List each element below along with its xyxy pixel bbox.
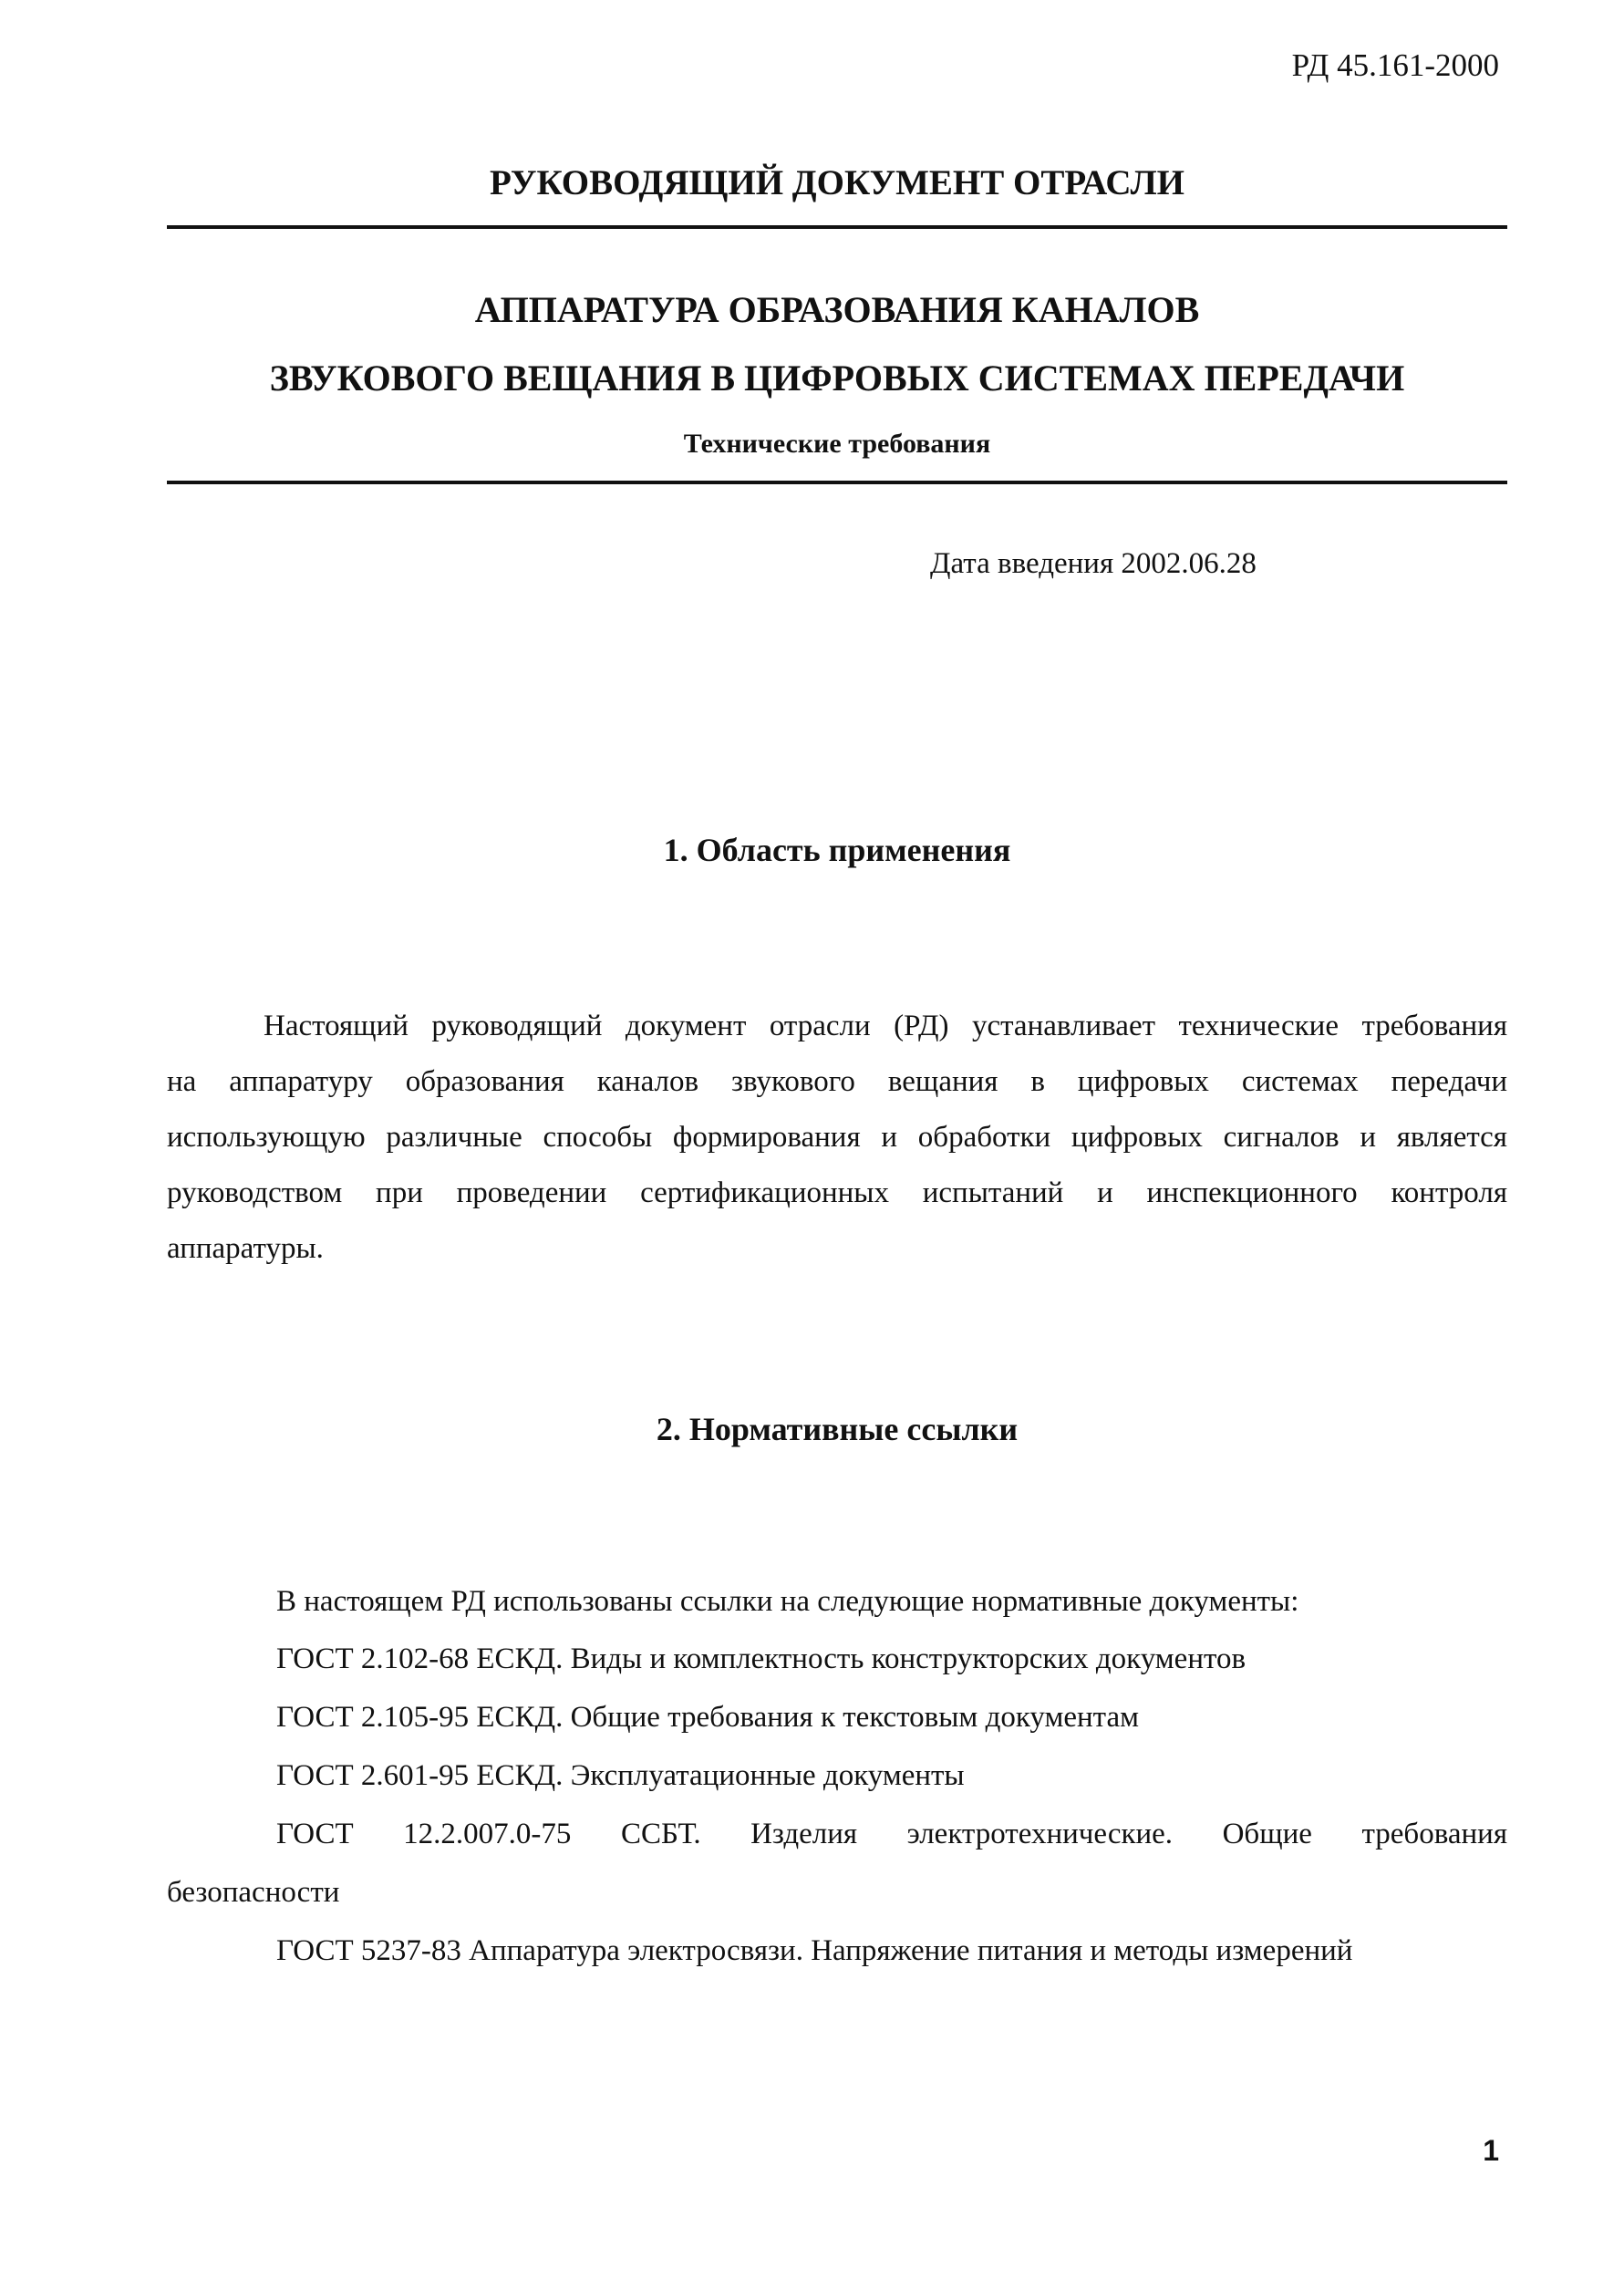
bottom-rule: [167, 481, 1507, 484]
section1-line: Настоящий руководящий документ отрасли (РД) устанавливает технические требования: [264, 1010, 1507, 1042]
references-intro: В настоящем РД использованы ссылки на следующие нормативные документы:: [276, 1585, 1299, 1618]
document-title-line1: АППАРАТУРА ОБРАЗОВАНИЯ КАНАЛОВ: [474, 289, 1200, 330]
section1-heading: 1. Область применения: [663, 832, 1011, 868]
section1-line: на аппаратуру образования каналов звукового вещания в цифровых системах передачи: [167, 1065, 1507, 1098]
reference-item: ГОСТ 12.2.007.0-75 ССБТ. Изделия электротехнические. Общие требования: [276, 1818, 1507, 1850]
section1-line: руководством при проведении сертификационных испытаний и инспекционного контроля: [167, 1176, 1507, 1209]
reference-item: ГОСТ 2.105-95 ЕСКД. Общие требования к текстовым документам: [276, 1701, 1140, 1734]
reference-item: ГОСТ 5237-83 Аппаратура электросвязи. Напряжение питания и методы измерений: [276, 1934, 1353, 1967]
section1-line: аппаратуры.: [167, 1232, 324, 1265]
introduction-date: Дата введения 2002.06.28: [930, 547, 1257, 580]
top-rule: [167, 225, 1507, 229]
document-subtitle: Технические требования: [683, 429, 991, 459]
page-number: 1: [1483, 2134, 1499, 2167]
section1-line: использующую различные способы формирования и обработки цифровых сигналов и является: [167, 1121, 1507, 1154]
document-number: РД 45.161-2000: [1291, 47, 1499, 83]
section1-paragraph: [167, 999, 1507, 1277]
org-title: РУКОВОДЯЩИЙ ДОКУМЕНТ ОТРАСЛИ: [490, 163, 1184, 202]
reference-item: ГОСТ 2.601-95 ЕСКД. Эксплуатационные документы: [276, 1759, 965, 1792]
reference-item: ГОСТ 2.102-68 ЕСКД. Виды и комплектность конструкторских документов: [276, 1642, 1246, 1675]
document-title-line2: ЗВУКОВОГО ВЕЩАНИЯ В ЦИФРОВЫХ СИСТЕМАХ ПЕРЕДАЧИ: [269, 357, 1405, 399]
section2-heading: 2. Нормативные ссылки: [656, 1411, 1019, 1447]
reference-item-continuation: безопасности: [167, 1876, 340, 1909]
